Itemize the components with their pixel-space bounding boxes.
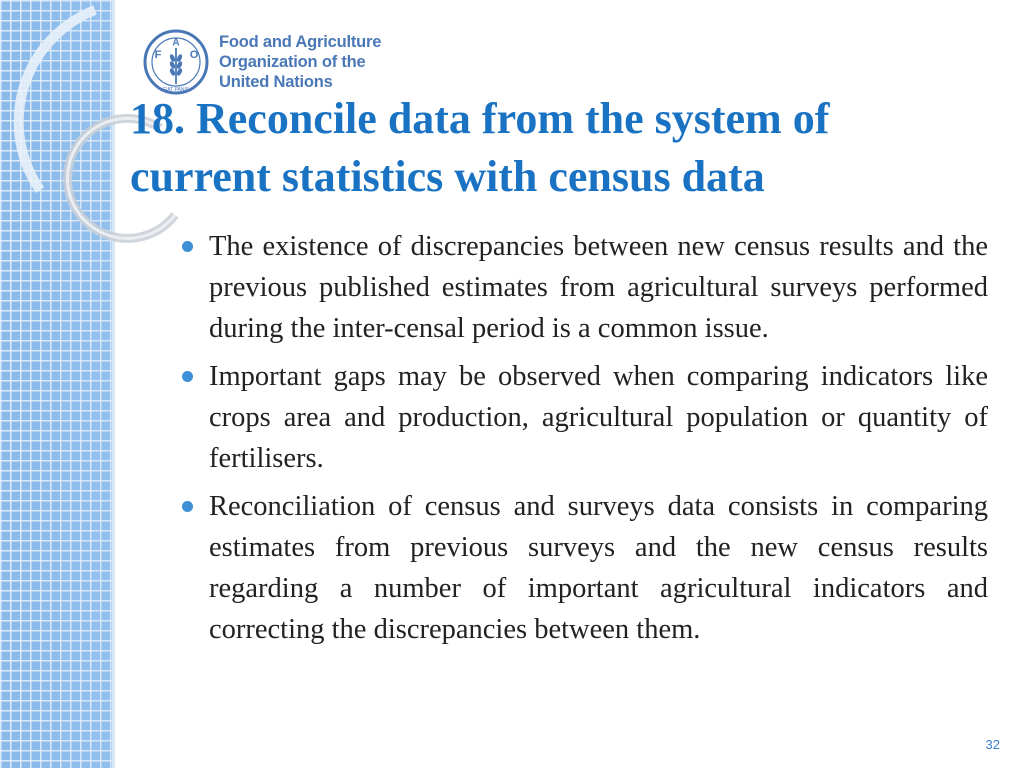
slide-title-line-1: 18. Reconcile data from the system of	[130, 94, 830, 143]
fao-logo	[142, 28, 381, 96]
bullet-marker-icon	[182, 241, 193, 252]
bullet-text: Reconciliation of census and surveys data consists in comparing estimates from previous surveys and the new census results regarding a number of important agricultural indicators and correcting the discrepancies between them.	[209, 491, 988, 645]
bullet-list	[180, 226, 988, 657]
bullet-item	[180, 356, 988, 479]
emblem-letter-a: A	[172, 37, 180, 49]
logo-line-1: Food and Agriculture	[219, 33, 382, 51]
emblem-letter-o: O	[189, 49, 199, 61]
page-number: 32	[985, 737, 1000, 752]
emblem-motto: FIAT PANIS	[162, 87, 190, 93]
slide-title	[130, 90, 990, 206]
slide-title-line-2: current statistics with census data	[130, 152, 765, 201]
logo-line-2: Organization of the	[219, 53, 366, 71]
bullet-item	[180, 486, 988, 650]
emblem-letter-f: F	[154, 49, 162, 61]
bullet-text: The existence of discrepancies between new census results and the previous published estimates from agricultural surveys performed during the inter-censal period is a common issue.	[209, 231, 988, 344]
bullet-item	[180, 226, 988, 349]
fao-logo-text	[219, 32, 381, 92]
bullet-marker-icon	[182, 371, 193, 382]
bullet-marker-icon	[182, 501, 193, 512]
fao-emblem-icon	[142, 28, 210, 96]
logo-line-3: United Nations	[219, 73, 333, 91]
bullet-text: Important gaps may be observed when comparing indicators like crops area and production, agricultural population or quantity of fertilisers.	[209, 361, 988, 474]
